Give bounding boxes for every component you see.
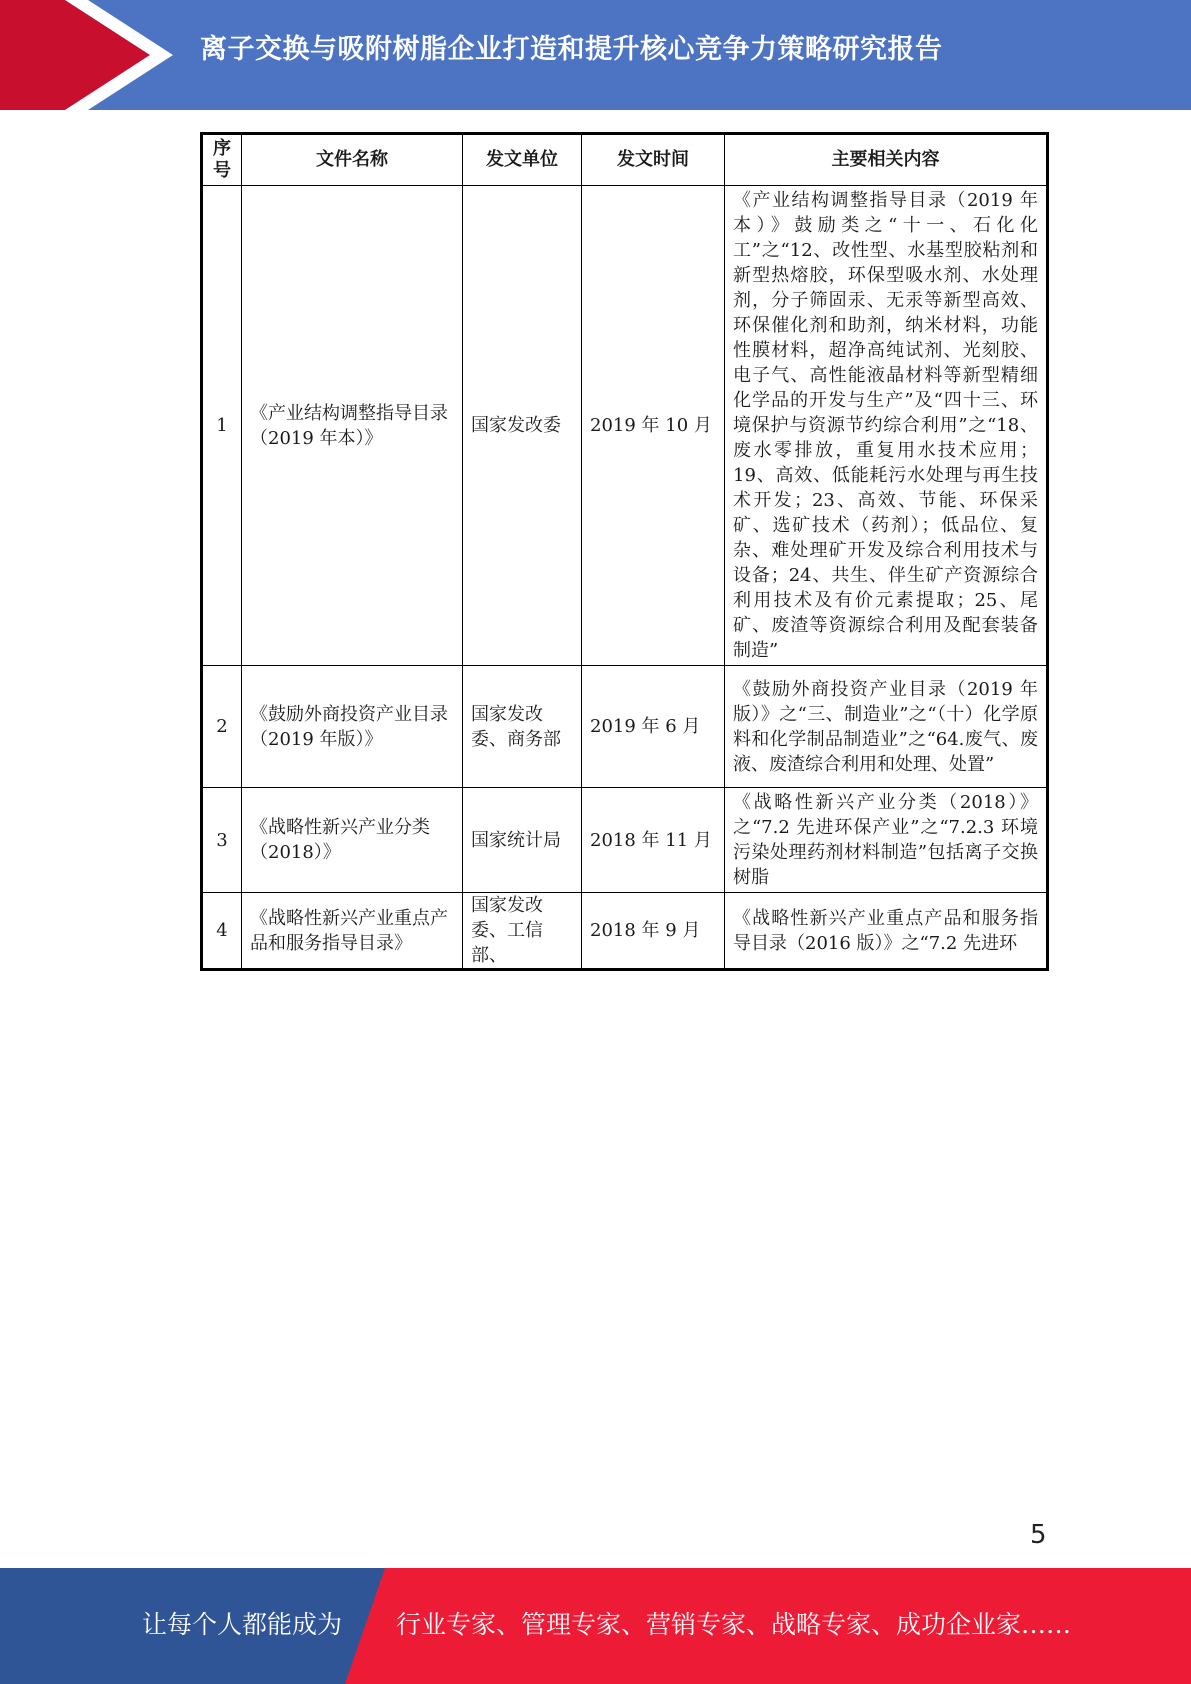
row-date: 2018 年 9 月 [582,893,725,970]
page-footer [0,1568,1191,1684]
footer-slogan-left: 让每个人都能成为 [142,1610,343,1639]
row-content: 《鼓励外商投资产业目录（2019 年版）》之“三、制造业”之“（十）化学原料和化学制品制造业”之“64.废气、废液、废渣综合利用和处理、处置” [725,666,1048,788]
row-issuer: 国家统计局 [463,788,582,893]
policy-table-container [200,132,1046,971]
row-content: 《产业结构调整指导目录（2019 年本）》鼓励类之“十一、石化化工”之“12、改性型、水基型胶粘剂和新型热熔胶，环保型吸水剂、水处理剂，分子筛固汞、无汞等新型高效、环保催化剂和助剂，纳米材料，功能性膜材料，超净高纯试剂、光刻胶、电子气、高性能液晶材料等新型精细化学品的开发与生产”及“四十三、环境保护与资源节约综合利用”之“18、废水零排放，重复用水技术应用；19、高效、低能耗污水处理与再生技术开发；23、高效、节能、环保采矿、选矿技术（药剂）；低品位、复杂、难处理矿开发及综合利用技术与设备；24、共生、伴生矿产资源综合利用技术及有价元素提取；25、尾矿、废渣等资源综合利用及配套装备制造” [725,186,1048,666]
col-header-content: 主要相关内容 [725,134,1048,186]
row-doc-name: 《战略性新兴产业重点产品和服务指导目录》 [242,893,463,970]
table-row [202,186,1048,666]
row-doc-name: 《产业结构调整指导目录（2019 年本）》 [242,186,463,666]
page-number: 5 [1030,1520,1047,1550]
row-num: 4 [202,893,242,970]
table-header-row [202,134,1048,186]
row-issuer: 国家发改委、商务部 [463,666,582,788]
row-doc-name: 《战略性新兴产业分类（2018）》 [242,788,463,893]
table-row [202,788,1048,893]
row-issuer: 国家发改委、工信部、 [463,893,582,970]
col-header-name: 文件名称 [242,134,463,186]
row-date: 2019 年 6 月 [582,666,725,788]
footer-slogan-right: 行业专家、管理专家、营销专家、战略专家、成功企业家…… [396,1610,1072,1639]
table-row [202,666,1048,788]
row-date: 2019 年 10 月 [582,186,725,666]
row-doc-name: 《鼓励外商投资产业目录（2019 年版）》 [242,666,463,788]
col-header-num: 序号 [202,134,242,186]
row-num: 1 [202,186,242,666]
row-num: 2 [202,666,242,788]
table-row [202,893,1048,970]
row-content: 《战略性新兴产业重点产品和服务指导目录（2016 版）》之“7.2 先进环 [725,893,1048,970]
row-content: 《战略性新兴产业分类（2018）》之“7.2 先进环保产业”之“7.2.3 环境污染处理药剂材料制造”包括离子交换树脂 [725,788,1048,893]
col-header-date: 发文时间 [582,134,725,186]
policy-table [200,132,1049,971]
col-header-issuer: 发文单位 [463,134,582,186]
row-num: 3 [202,788,242,893]
row-issuer: 国家发改委 [463,186,582,666]
row-date: 2018 年 11 月 [582,788,725,893]
page-header [0,0,1191,110]
report-title: 离子交换与吸附树脂企业打造和提升核心竞争力策略研究报告 [200,34,943,65]
